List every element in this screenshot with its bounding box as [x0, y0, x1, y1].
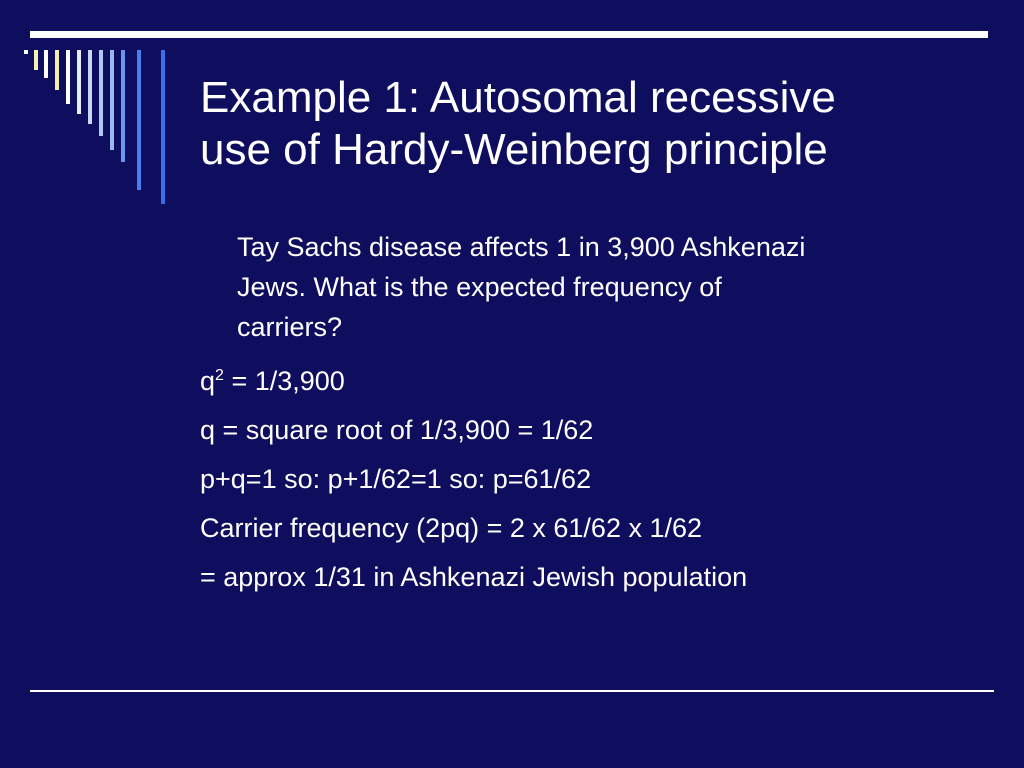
calc-q: q = square root of 1/3,900 = 1/62 [200, 415, 594, 445]
q-squared-value: = 1/3,900 [223, 366, 345, 396]
title-line: Example 1: Autosomal recessive [200, 73, 836, 122]
calc-result: = approx 1/31 in Ashkenazi Jewish population [200, 562, 748, 592]
stripe [110, 50, 114, 150]
stripe-decoration [24, 50, 170, 210]
stripe [121, 50, 125, 162]
bottom-rule [30, 690, 994, 692]
stripe [99, 50, 103, 136]
calc-carrier-frequency: Carrier frequency (2pq) = 2 x 61/62 x 1/62 [200, 513, 703, 543]
stripe [137, 50, 141, 190]
question-text [237, 227, 977, 347]
stripe [66, 50, 70, 104]
stripe [88, 50, 92, 124]
stripe [34, 50, 38, 70]
stripe [44, 50, 48, 78]
stripe [55, 50, 59, 90]
calc-q-squared [200, 365, 990, 397]
title-line: use of Hardy-Weinberg principle [200, 125, 828, 174]
stripe [161, 50, 165, 204]
q-base: q [200, 366, 216, 396]
stripe [24, 50, 28, 54]
question-line: Tay Sachs disease affects 1 in 3,900 Ashkenazi [237, 232, 806, 262]
calc-p: p+q=1 so: p+1/62=1 so: p=61/62 [200, 464, 592, 494]
q-exponent: 2 [215, 367, 224, 384]
question-line: Jews. What is the expected frequency of [237, 272, 722, 302]
top-rule [30, 31, 988, 38]
slide-title [200, 72, 1000, 176]
stripe [77, 50, 81, 114]
question-line: carriers? [237, 312, 343, 342]
